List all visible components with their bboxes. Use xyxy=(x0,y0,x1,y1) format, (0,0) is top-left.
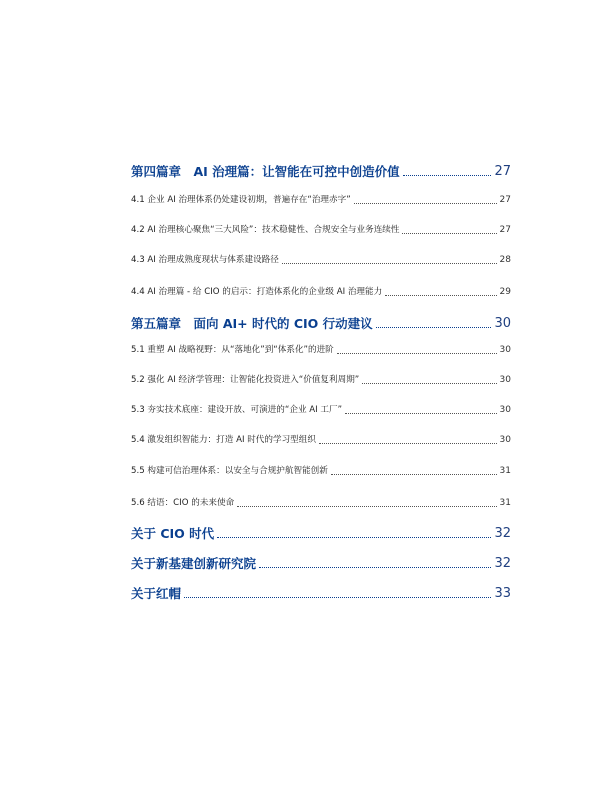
toc-entry-section-4-2[interactable] xyxy=(131,226,511,235)
toc-entry-title: 5.2 强化 AI 经济学管理：让智能化投资进入“价值复利周期” xyxy=(131,375,360,386)
toc-entry-section-5-4[interactable] xyxy=(131,436,511,445)
toc-entry-section-4-1[interactable] xyxy=(131,196,511,205)
toc-entry-title: 4.2 AI 治理核心聚焦“三大风险”：技术稳健性、合规安全与业务连续性 xyxy=(131,225,400,236)
toc-entry-page: 27 xyxy=(499,225,511,235)
dot-leader xyxy=(402,233,496,234)
toc-entry-page: 29 xyxy=(499,287,511,297)
dot-leader xyxy=(184,597,491,598)
dot-leader xyxy=(237,506,496,507)
toc-entry-page: 32 xyxy=(494,526,511,541)
toc-entry-title: 关于新基建创新研究院 xyxy=(131,555,257,571)
dot-leader xyxy=(354,203,497,204)
toc-entry-section-4-4[interactable] xyxy=(131,288,511,297)
dot-leader xyxy=(337,353,497,354)
dot-leader xyxy=(345,413,496,414)
toc-entry-section-4-3[interactable] xyxy=(131,256,511,265)
dot-leader xyxy=(385,295,496,296)
toc-entry-page: 32 xyxy=(494,556,511,571)
toc-entry-page: 33 xyxy=(494,586,511,601)
toc-entry-page: 30 xyxy=(499,435,511,445)
toc-entry-title: 5.4 激发组织智能力：打造 AI 时代的学习型组织 xyxy=(131,435,316,446)
toc-entry-section-5-2[interactable] xyxy=(131,376,511,385)
toc-entry-page: 31 xyxy=(499,498,511,508)
toc-entry-title: 4.4 AI 治理篇 - 给 CIO 的启示：打造体系化的企业级 AI 治理能力 xyxy=(131,287,383,298)
toc-entry-page: 30 xyxy=(499,405,511,415)
toc-entry-page: 30 xyxy=(494,316,511,331)
toc-entry-title: 关于红帽 xyxy=(131,585,182,601)
toc-entry-about-cio-times[interactable] xyxy=(131,527,511,540)
toc-entry-about-institute[interactable] xyxy=(131,557,511,570)
toc-entry-title: 5.3 夯实技术底座：建设开放、可演进的“企业 AI 工厂” xyxy=(131,405,343,416)
toc-entry-page: 27 xyxy=(494,164,511,179)
toc-entry-section-5-3[interactable] xyxy=(131,406,511,415)
toc-entry-title: 第四篇章 AI 治理篇：让智能在可控中创造价值 xyxy=(131,163,400,179)
toc-entry-title: 5.6 结语：CIO 的未来使命 xyxy=(131,498,235,509)
dot-leader xyxy=(403,175,492,176)
toc-entry-title: 4.1 企业 AI 治理体系仍处建设初期，普遍存在“治理赤字” xyxy=(131,195,351,206)
dot-leader xyxy=(331,474,497,475)
toc-entry-title: 5.5 构建可信治理体系：以安全与合规护航智能创新 xyxy=(131,466,328,477)
toc-entry-chapter-4[interactable] xyxy=(131,165,511,178)
toc-entry-section-5-6[interactable] xyxy=(131,499,511,508)
toc-entry-page: 30 xyxy=(499,345,511,355)
toc-entry-page: 30 xyxy=(499,375,511,385)
toc-entry-title: 4.3 AI 治理成熟度现状与体系建设路径 xyxy=(131,255,279,266)
dot-leader xyxy=(319,443,497,444)
toc-entry-title: 第五篇章 面向 AI+ 时代的 CIO 行动建议 xyxy=(131,315,373,331)
toc-entry-title: 5.1 重塑 AI 战略视野：从“落地化”到“体系化”的进阶 xyxy=(131,345,334,356)
toc-entry-section-5-5[interactable] xyxy=(131,467,511,476)
toc-entry-page: 27 xyxy=(499,195,511,205)
dot-leader xyxy=(217,537,491,538)
toc-entry-about-red-hat[interactable] xyxy=(131,587,511,600)
dot-leader xyxy=(362,383,496,384)
toc-entry-page: 28 xyxy=(499,255,511,265)
dot-leader xyxy=(282,263,497,264)
toc-entry-chapter-5[interactable] xyxy=(131,317,511,330)
dot-leader xyxy=(376,327,492,328)
dot-leader xyxy=(259,567,491,568)
toc-entry-title: 关于 CIO 时代 xyxy=(131,525,215,541)
toc-entry-section-5-1[interactable] xyxy=(131,346,511,355)
toc-entry-page: 31 xyxy=(499,466,511,476)
